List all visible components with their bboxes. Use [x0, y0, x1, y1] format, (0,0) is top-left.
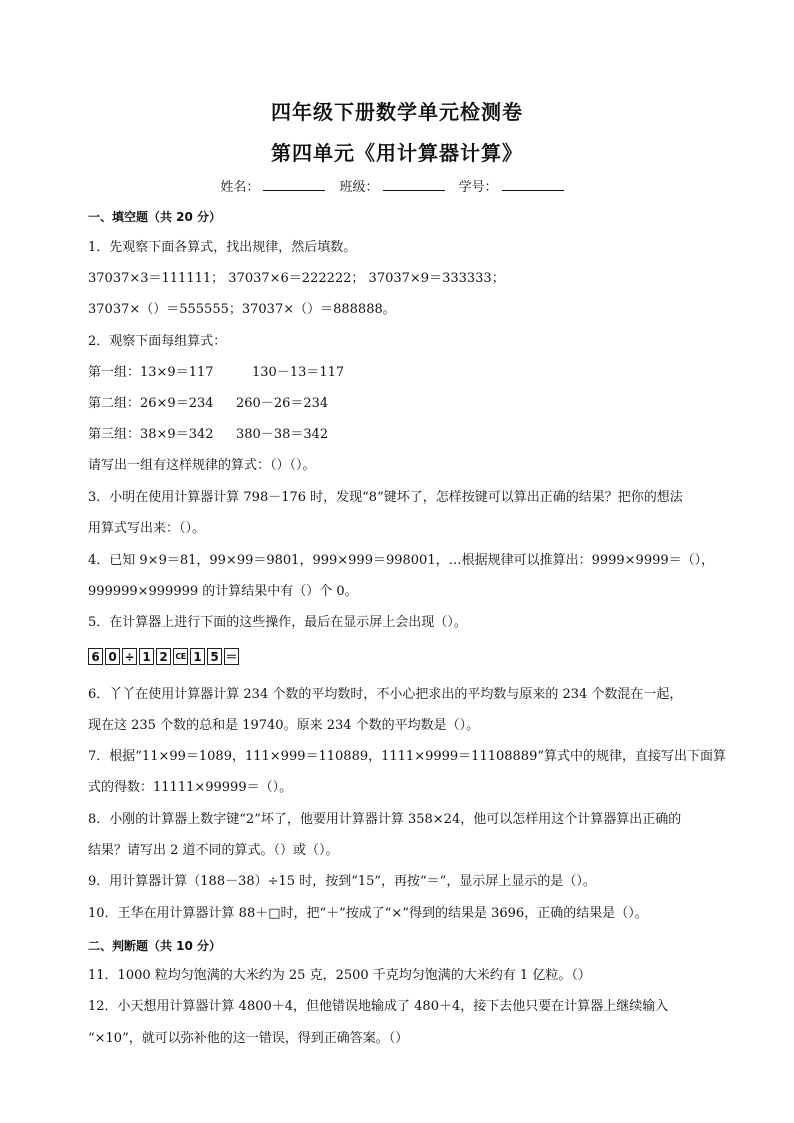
question-line: 5．在计算器上进行下面的这些操作，最后在显示屏上会出现（）。: [88, 615, 467, 630]
question-line: 9．用计算器计算（188－38）÷15 时，按到“15”，再按“＝”，显示屏上显示的是（）。: [88, 874, 596, 889]
calculator-key: 2: [156, 648, 171, 665]
question-line: 7．根据“11×99＝1089，111×999＝110889，1111×9999＝11108889”算式中的规律，直接写出下面算: [88, 749, 726, 764]
question-line: 现在这 235 个数的总和是 19740。原来 234 个数的平均数是（）。: [88, 718, 480, 733]
calculator-key-sequence: [88, 648, 239, 665]
question-line: 请写出一组有这样规律的算式：（）（）。: [88, 458, 316, 473]
group-1-left: 第一组：13×9＝117: [88, 365, 214, 380]
question-line: 用算式写出来：（）。: [88, 521, 206, 536]
question-line: 10．王华在用计算器计算 88＋□时，把“＋”按成了“×”得到的结果是 3696，正确的结果是（）。: [88, 906, 648, 921]
class-blank[interactable]: [383, 178, 445, 191]
question-line: “×10”，就可以弥补他的这一错误，得到正确答案。（）: [88, 1031, 409, 1046]
class-label: 班级：: [339, 180, 379, 195]
question-line: 6．丫丫在使用计算器计算 234 个数的平均数时，不小心把求出的平均数与原来的 234 个数混在一起，: [88, 687, 683, 702]
id-label: 学号：: [458, 180, 498, 195]
question-line: 结果？请写出 2 道不同的算式。（）或（）。: [88, 843, 339, 858]
section-heading-fill-blank: 一、填空题（共 20 分）: [88, 210, 222, 224]
question-line: 3．小明在使用计算器计算 798－176 时，发现“8”键坏了，怎样按键可以算出正确的结果？把你的想法: [88, 490, 683, 505]
calculator-key: 1: [139, 648, 154, 665]
id-blank[interactable]: [502, 178, 564, 191]
group-3-right: 380－38＝342: [236, 427, 329, 442]
name-label: 姓名：: [220, 180, 260, 195]
question-line: 2．观察下面每组算式：: [88, 334, 227, 349]
question-line: 37037×3＝111111； 37037×6＝222222； 37037×9＝333333；: [88, 271, 505, 286]
name-blank[interactable]: [263, 178, 325, 191]
question-line: 1．先观察下面各算式，找出规律，然后填数。: [88, 240, 357, 255]
page-title: 四年级下册数学单元检测卷: [271, 100, 523, 124]
question-line: 11．1000 粒均匀饱满的大米约为 25 克，2500 千克均匀饱满的大米约有 1 亿粒。（）: [88, 968, 591, 983]
question-line: 8．小刚的计算器上数字键“2”坏了，他要用计算器计算 358×24，他可以怎样用这个计算器算出正确的: [88, 812, 682, 827]
question-line: 37037×（）＝555555；37037×（）＝888888。: [88, 302, 396, 317]
calculator-key: ＝: [225, 650, 238, 664]
calculator-key: ÷: [122, 648, 137, 665]
question-line: 12．小天想用计算器计算 4800＋4，但他错误地输成了 480＋4，接下去他只要在计算器上继续输入: [88, 999, 669, 1014]
student-info: [0, 176, 794, 195]
question-line: 4．已知 9×9＝81，99×99＝9801，999×999＝998001，…根据规律可以推算出：9999×9999＝（），: [88, 553, 715, 568]
group-3-left: 第三组：38×9＝342: [88, 427, 214, 442]
question-line: 式的得数：11111×99999＝（）。: [88, 780, 293, 795]
calculator-key: 0: [105, 648, 120, 665]
calculator-key-ce: CE: [173, 648, 188, 665]
group-1-right: 130－13＝117: [252, 365, 345, 380]
group-2-right: 260－26＝234: [236, 396, 329, 411]
calculator-key: 6: [88, 648, 103, 665]
page-subtitle: 第四单元《用计算器计算》: [271, 141, 523, 165]
calculator-key: 5: [207, 648, 222, 665]
question-line: 999999×999999 的计算结果中有（）个 0。: [88, 584, 358, 599]
group-2-left: 第二组：26×9＝234: [88, 396, 214, 411]
section-heading-true-false: 二、判断题（共 10 分）: [88, 939, 222, 953]
calculator-key: 1: [190, 648, 205, 665]
